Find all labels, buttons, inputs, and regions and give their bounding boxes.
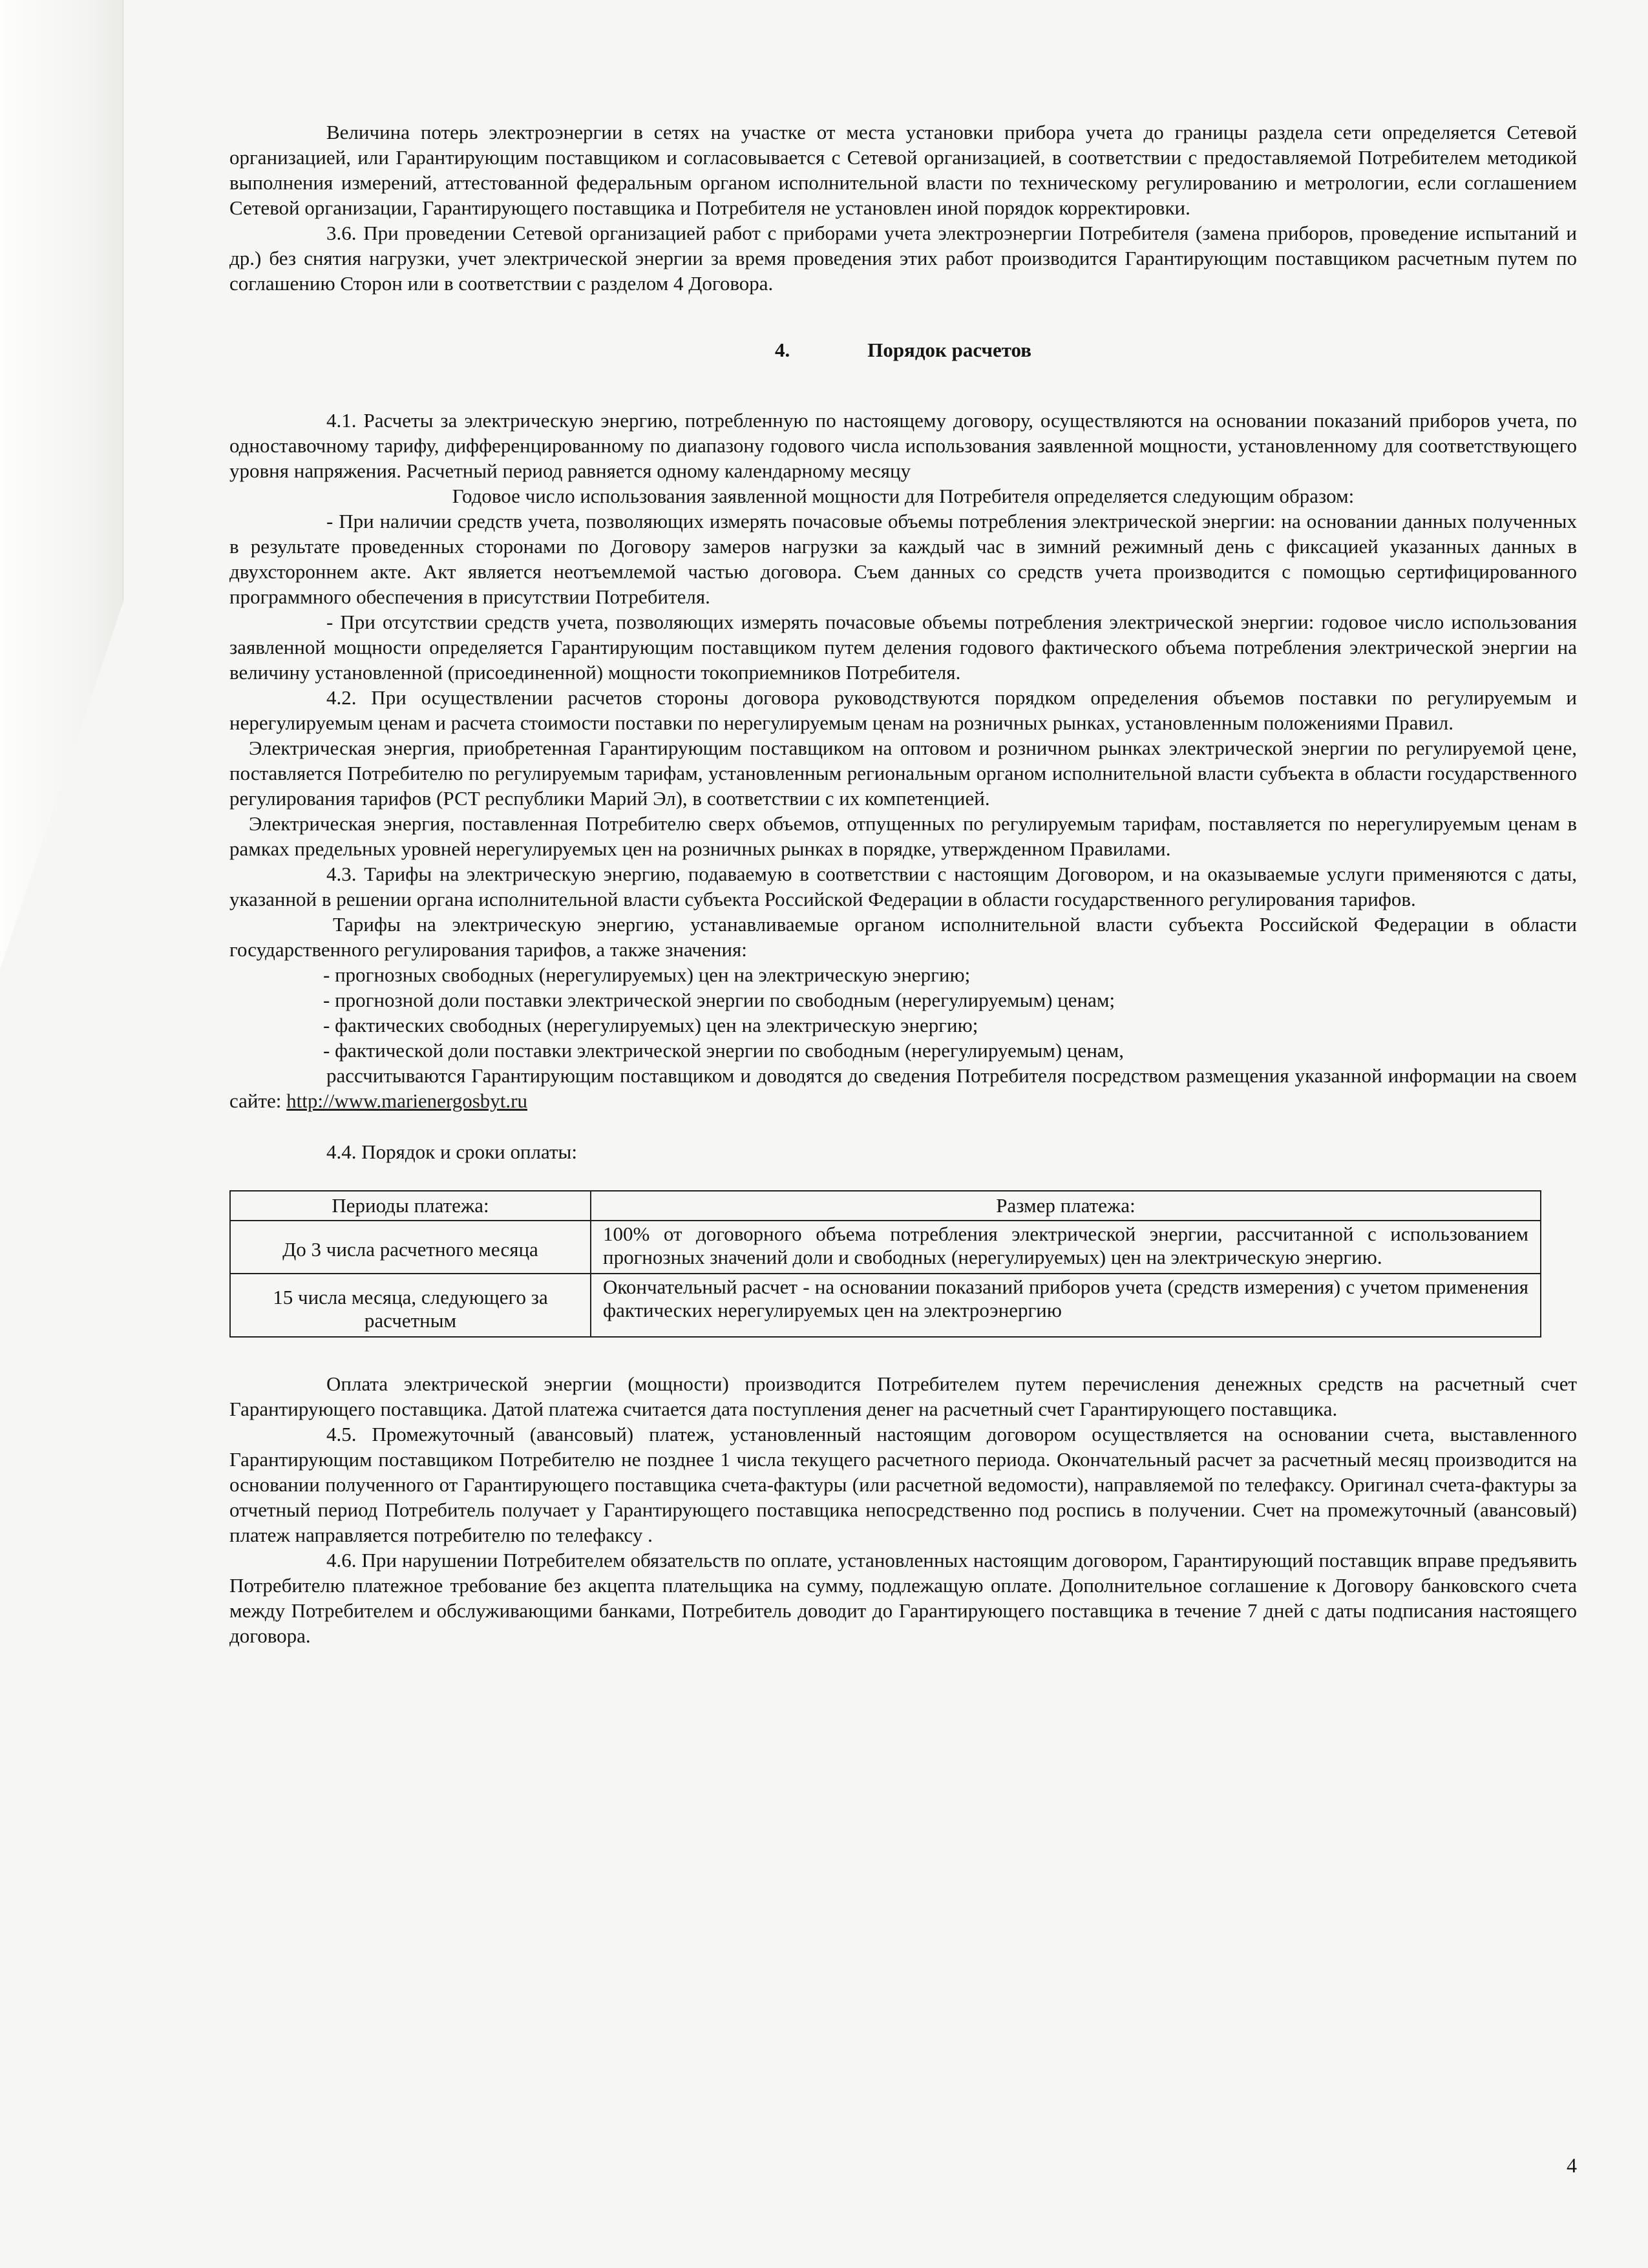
paragraph-payment: Оплата электрической энергии (мощности) производится Потребителем путем перечисления денежных средств на расчетный счет Гарантирующего поставщика. Датой платежа считается дата поступления денег на расчетный счет Гарантирующего поставщика. <box>229 1372 1577 1420</box>
cell-period: До 3 числа расчетного месяца <box>230 1221 591 1274</box>
table-header-row <box>230 1191 1541 1221</box>
list-item: - фактических свободных (нерегулируемых) цен на электрическую энергию; <box>323 1014 978 1036</box>
payment-table <box>229 1190 1541 1338</box>
page-number: 4 <box>1567 2154 1577 2177</box>
section-number: 4. <box>774 339 790 361</box>
paragraph-unregulated: Электрическая энергия, поставленная Потребителю сверх объемов, отпущенных по регулируемым тарифам, поставляется по нерегулируемым ценам в рамках предельных уровней нерегулируемых цен на розничных рынках в порядке, утвержденном Правилами. <box>229 812 1577 860</box>
paragraph-4-3: 4.3. Тарифы на электрическую энергию, подаваемую в соответствии с настоящим Договором, и на оказываемые услуги применяются с даты, указанной в решении органа исполнительной власти субъекта Российской Федерации в области государственного регулирования тарифов. <box>229 863 1577 910</box>
paragraph-4-1: 4.1. Расчеты за электрическую энергию, потребленную по настоящему договору, осуществляются на основании показаний приборов учета, по одноставочному тарифу, дифференцированному по диапазону годового числа использования заявленной мощности, установленному для соответствующего уровня напряжения. Расчетный период равняется одному календарному месяцу <box>229 409 1577 482</box>
paragraph-annual-number: Годовое число использования заявленной мощности для Потребителя определяется следующим образом: <box>452 485 1355 507</box>
paragraph-3-6: 3.6. При проведении Сетевой организацией работ с приборами учета электроэнергии Потребителя (замена приборов, проведение испытаний и др.) без снятия нагрузки, учет электрической энергии за время проведения этих работ производится Гарантирующим поставщиком расчетным путем по соглашению Сторон или в соответствии с разделом 4 Договора. <box>229 222 1577 295</box>
cell-amount: Окончательный расчет - на основании показаний приборов учета (средств измерения) с учетом применения фактических нерегулируемых цен на электроэнергию <box>591 1274 1541 1337</box>
site-link[interactable]: http://www.marienergosbyt.ru <box>286 1089 527 1112</box>
paragraph-4-2: 4.2. При осуществлении расчетов стороны договора руководствуются порядком определения объемов поставки по регулируемым и нерегулируемым ценам и расчета стоимости поставки по нерегулируемым ценам на розничных рынках, установленным положениями Правил. <box>229 686 1577 734</box>
paragraph-without-meters: - При отсутствии средств учета, позволяющих измерять почасовые объемы потребления электрической энергии: годовое число использования заявленной мощности определяется Гарантирующим поставщиком путем деления годового фактического объема потребления электрической энергии на величину установленной (присоединенной) мощности токоприемников Потребителя. <box>229 611 1577 684</box>
paragraph-4-4: 4.4. Порядок и сроки оплаты: <box>326 1140 577 1163</box>
table-row <box>230 1221 1541 1274</box>
list-item: - фактической доли поставки электрической энергии по свободным (нерегулируемым) ценам, <box>323 1039 1125 1062</box>
header-amount: Размер платежа: <box>591 1191 1541 1221</box>
paragraph-tariffs: Тарифы на электрическую энергию, устанавливаемые органом исполнительной власти субъекта Российской Федерации в области государственного регулирования тарифов, а также значения: <box>229 913 1577 961</box>
cell-amount: 100% от договорного объема потребления электрической энергии, рассчитанной с использованием прогнозных значений доли и свободных (нерегулируемых) цен на электрическую энергию. <box>591 1221 1541 1274</box>
section-heading <box>229 337 1577 362</box>
list-item: - прогнозных свободных (нерегулируемых) цен на электрическую энергию; <box>323 963 971 986</box>
header-periods: Периоды платежа: <box>230 1191 591 1221</box>
cell-period: 15 числа месяца, следующего за расчетным <box>230 1274 591 1337</box>
site-text: рассчитываются Гарантирующим поставщиком и доводятся до сведения Потребителя посредством размещения указанной информации на своем сайте: <box>229 1064 1577 1112</box>
document-body <box>229 120 1577 1648</box>
paragraph-4-6: 4.6. При нарушении Потребителем обязательств по оплате, установленных настоящим договором, Гарантирующий поставщик вправе предъявить Потребителю платежное требование без акцепта плательщика на сумму, подлежащую оплате. Дополнительное соглашение к Договору банковского счета между Потребителем и обслуживающими банками, Потребитель доводит до Гарантирующего поставщика в течение 7 дней с даты подписания настоящего договора. <box>229 1549 1577 1647</box>
list-item: - прогнозной доли поставки электрической энергии по свободным (нерегулируемым) ценам; <box>323 989 1115 1011</box>
paragraph-losses: Величина потерь электроэнергии в сетях на участке от места установки прибора учета до границы раздела сети определяется Сетевой организацией, или Гарантирующим поставщиком и согласовывается с Сетевой организацией, в соответствии с предоставляемой Потребителем методикой выполнения измерений, аттестованной федеральным органом исполнительной власти по техническому регулированию и метрологии, если соглашением Сетевой организации, Гарантирующего поставщика и Потребителя не установлен иной порядок корректировки. <box>229 121 1577 219</box>
paragraph-with-meters: - При наличии средств учета, позволяющих измерять почасовые объемы потребления электрической энергии: на основании данных полученных в результате проведенных сторонами по Договору замеров нагрузки за каждый час в зимний режимный день с фиксацией указанных данных в двухстороннем акте. Акт является неотъемлемой частью договора. Съем данных со средств учета производится с помощью сертифицированного программного обеспечения в присутствии Потребителя. <box>229 510 1577 608</box>
section-title: Порядок расчетов <box>867 339 1032 361</box>
table-row <box>230 1274 1541 1337</box>
paragraph-4-5: 4.5. Промежуточный (авансовый) платеж, установленный настоящим договором осуществляется на основании счета, выставленного Гарантирующим поставщиком Потребителю не позднее 1 числа текущего расчетного периода. Окончательный расчет за расчетный месяц производится на основании полученного от Гарантирующего поставщика счета-фактуры (или расчетной ведомости), направляемой по телефаксу. Оригинал счета-фактуры за отчетный период Потребитель получает у Гарантирующего поставщика непосредственно под роспись в получении. Счет на промежуточный (авансовый) платеж направляется потребителю по телефаксу . <box>229 1423 1577 1546</box>
paragraph-site <box>229 1063 1577 1113</box>
paragraph-regulated: Электрическая энергия, приобретенная Гарантирующим поставщиком на оптовом и розничном рынках электрической энергии по регулируемой цене, поставляется Потребителю по регулируемым тарифам, установленным региональным органом исполнительной власти субъекта в области государственного регулирования тарифов (РСТ республики Марий Эл), в соответствии с их компетенцией. <box>229 737 1577 810</box>
folded-corner <box>0 0 123 969</box>
